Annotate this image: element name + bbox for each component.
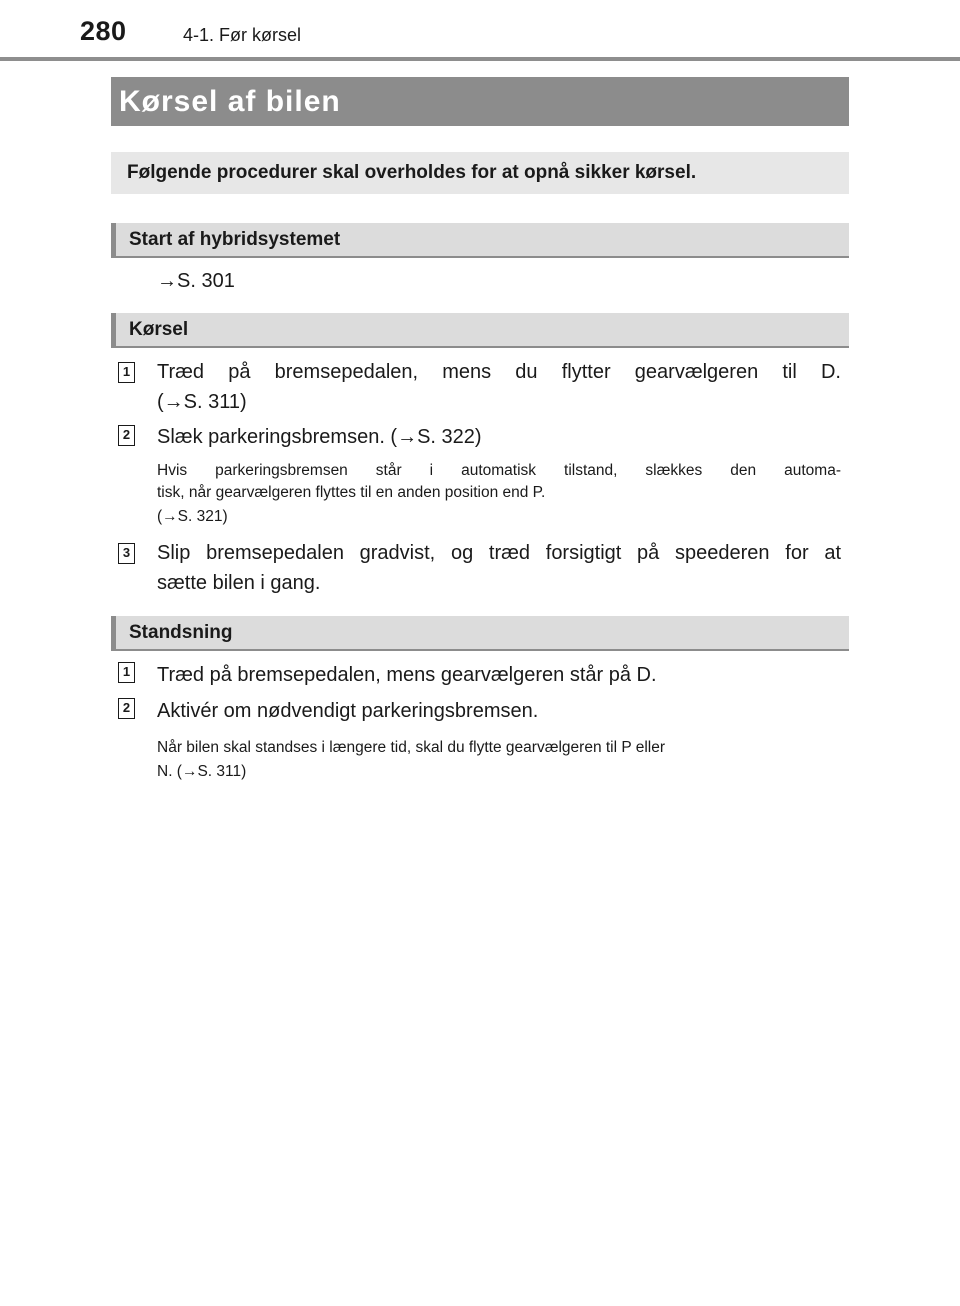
step-text: Slip bremsepedalen gradvist, og træd forsigtigt på speederen for at [157, 542, 841, 564]
step-number-badge: 2 [118, 425, 135, 446]
step-note: tisk, når gearvælgeren flyttes til en anden position end P. [157, 484, 546, 501]
step-number-badge: 1 [118, 662, 135, 683]
start-reference-link[interactable]: →S. 301 [157, 270, 235, 292]
step-text: Slæk parkeringsbremsen. (→S. 322) [157, 426, 482, 448]
step-text: sætte bilen i gang. [157, 572, 321, 594]
step-note: Når bilen skal standses i længere tid, skal du flytte gearvælgeren til P eller [157, 739, 666, 756]
step-note: N. (→S. 311) [157, 763, 247, 780]
step-note: Hvis parkeringsbremsen står i automatisk tilstand, slækkes den automa- [157, 462, 841, 479]
page-number: 280 [80, 16, 127, 46]
step-text: Aktivér om nødvendigt parkeringsbremsen. [157, 700, 539, 722]
section-heading-stopping: Standsning [111, 616, 849, 651]
section-heading-start: Start af hybridsystemet [111, 223, 849, 258]
step-note-reference-link[interactable]: (→S. 321) [157, 508, 228, 525]
header-rule [0, 57, 960, 61]
step-reference-link[interactable]: (→S. 311) [157, 391, 247, 413]
step-text: Træd på bremsepedalen, mens gearvælgeren står på D. [157, 664, 657, 686]
page-title: Kørsel af bilen [111, 77, 849, 126]
page-header [0, 0, 960, 62]
step-number-badge: 2 [118, 698, 135, 719]
intro-text: Følgende procedurer skal overholdes for at opnå sikker kørsel. [111, 152, 849, 194]
chapter-label: 4-1. Før kørsel [183, 25, 302, 45]
step-number-badge: 3 [118, 543, 135, 564]
section-heading-driving: Kørsel [111, 313, 849, 348]
step-text: Træd på bremsepedalen, mens du flytter gearvælgeren til D. [157, 361, 841, 383]
step-number-badge: 1 [118, 362, 135, 383]
